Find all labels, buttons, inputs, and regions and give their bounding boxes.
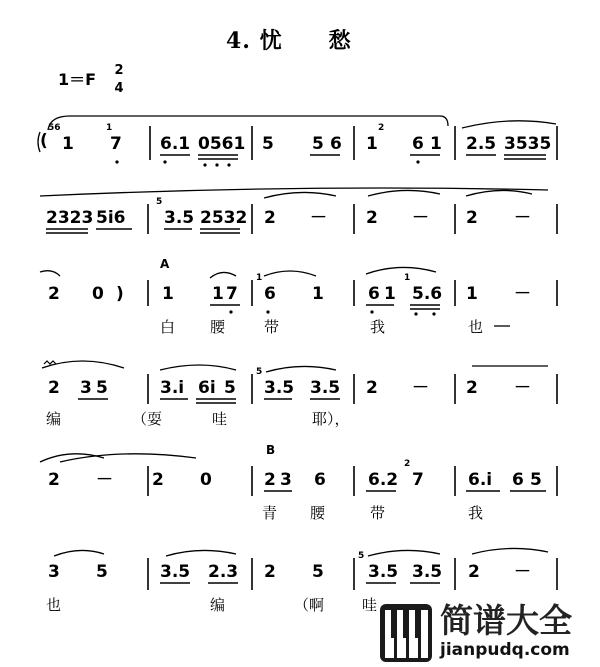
grace-note: 1 [106, 123, 113, 133]
note: 2 [466, 208, 478, 228]
note-group: 6i [198, 378, 216, 398]
note-group: 2.3 [208, 562, 239, 582]
note: 1 [466, 284, 478, 304]
note: 2 [48, 284, 60, 304]
grace-note: 2 [404, 459, 411, 469]
lyric: 也 [468, 318, 484, 336]
lyric: 带 [264, 318, 280, 336]
note-group: 3.5 [368, 562, 399, 582]
grace-note: 1 [404, 273, 411, 283]
dash: － [412, 378, 429, 398]
note: 1 [62, 134, 74, 154]
watermark-title: 简谱大全 [440, 601, 572, 640]
lyric: 我 [370, 318, 386, 336]
page-title: 4. 忧 愁 [226, 28, 352, 54]
note-group: 3.5 [310, 378, 341, 398]
lyric: （耍 [132, 410, 163, 428]
grace-note: 1 [256, 273, 263, 283]
section-marker-a: A [160, 257, 170, 271]
note: 7 [226, 284, 238, 304]
lyric: 编 [210, 596, 226, 614]
note: 5 [312, 562, 324, 582]
grace-note: 5 [256, 367, 263, 377]
note: 2 [48, 470, 60, 490]
lyric: （啊 [294, 596, 325, 614]
note: 3 [48, 562, 60, 582]
note-group: 5.6 [412, 284, 443, 304]
lyric: 青 [262, 504, 278, 522]
lyric: 腰 [210, 318, 226, 336]
lyric: 白 [160, 318, 176, 336]
note-group: 0561 [198, 134, 246, 154]
note: 5 [96, 562, 108, 582]
note-group: 3.5 [264, 378, 295, 398]
note: 7 [110, 134, 122, 154]
watermark-url: jianpudq.com [440, 640, 570, 660]
time-signature-top: 2 [114, 63, 124, 78]
note: 5 [224, 378, 236, 398]
note: 2 [264, 562, 276, 582]
lyric: 也 [46, 596, 62, 614]
note: 2 [466, 378, 478, 398]
dash: － [514, 562, 531, 582]
lyric: 我 [468, 504, 484, 522]
dash: － [514, 284, 531, 304]
note: 5 [262, 134, 274, 154]
dash: － [96, 470, 113, 490]
note: 6 [412, 134, 424, 154]
lyric: 带 [370, 504, 386, 522]
note: 2 [48, 378, 60, 398]
dash: － [310, 208, 327, 228]
note: 2 [468, 562, 480, 582]
note: 0 [200, 470, 212, 490]
note: 2 [366, 208, 378, 228]
lyric: 哇 [362, 596, 378, 614]
dash: － [412, 208, 429, 228]
note: 1 [366, 134, 378, 154]
section-marker-b: B [266, 443, 276, 457]
note-group: 3.5 [164, 208, 195, 228]
note-group: 3.i [160, 378, 185, 398]
note-group: 5i6 [96, 208, 126, 228]
note: 1 [212, 284, 224, 304]
note: 2 [152, 470, 164, 490]
note-group: 3.5 [412, 562, 443, 582]
grace-note: 56 [48, 123, 61, 133]
note: 1 [430, 134, 442, 154]
grace-note: 5 [358, 551, 365, 561]
lyric: 腰 [310, 504, 326, 522]
grace-note: 5 [156, 197, 163, 207]
note: 2 [264, 208, 276, 228]
note-group: 3.5 [160, 562, 191, 582]
note: 6 [330, 134, 342, 154]
note: 5 [312, 134, 324, 154]
note-paren: ( [40, 131, 48, 151]
note: 1 [312, 284, 324, 304]
note: 5 [96, 378, 108, 398]
note-group: 6.1 [160, 134, 191, 154]
note: 0 [92, 284, 104, 304]
lyric: 编 [46, 410, 62, 428]
lyric: 耶）， [312, 410, 350, 428]
note: 1 [162, 284, 174, 304]
note-paren: ) [116, 284, 124, 304]
note-group: 2.5 [466, 134, 497, 154]
note: 6 [314, 470, 326, 490]
note-group: 6.i [468, 470, 493, 490]
note: 6 [512, 470, 524, 490]
dash: － [514, 208, 531, 228]
note: 6 [368, 284, 380, 304]
note-group: 2323 [46, 208, 94, 228]
time-signature-bottom: 4 [114, 81, 124, 96]
note: 7 [412, 470, 424, 490]
grace-note: 2 [378, 123, 385, 133]
note-group: 3535 [504, 134, 552, 154]
note: 2 [264, 470, 276, 490]
note: 3 [280, 470, 292, 490]
note: 1 [384, 284, 396, 304]
dash: － [514, 378, 531, 398]
lyric: 哇 [212, 410, 228, 428]
note-group: 2532 [200, 208, 248, 228]
piano-keys-icon [380, 604, 432, 662]
note: 6 [264, 284, 276, 304]
note: 2 [366, 378, 378, 398]
note: 5 [530, 470, 542, 490]
key-signature: 1＝F [58, 70, 97, 89]
note-group: 6.2 [368, 470, 399, 490]
note: 3 [80, 378, 92, 398]
